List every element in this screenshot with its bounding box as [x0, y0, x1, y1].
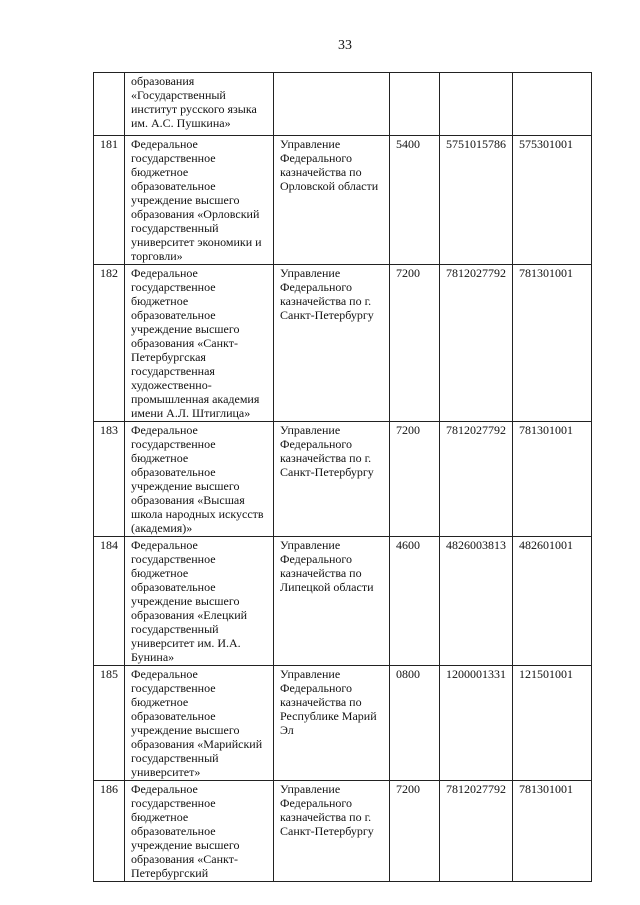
table-row [94, 781, 592, 882]
table-row [94, 73, 592, 136]
inn-cell: 1200001331 [440, 666, 513, 781]
table-row [94, 422, 592, 537]
kpp-cell: 781301001 [513, 265, 592, 422]
organization-name-cell: Федеральное государственное бюджетное образовательное учреждение высшего образования «Марийский государственный университет» [125, 666, 274, 781]
treasury-cell: Управление Федерального казначейства по Орловской области [274, 136, 390, 265]
organizations-table [93, 72, 592, 882]
inn-cell: 4826003813 [440, 537, 513, 666]
code-cell: 4600 [390, 537, 440, 666]
treasury-cell [274, 73, 390, 136]
row-number-cell: 181 [94, 136, 125, 265]
page-number: 33 [338, 38, 352, 53]
kpp-cell: 781301001 [513, 781, 592, 882]
organization-name-cell: образования «Государственный институт русского языка им. А.С. Пушкина» [125, 73, 274, 136]
row-number-cell [94, 73, 125, 136]
kpp-cell: 575301001 [513, 136, 592, 265]
table-row [94, 265, 592, 422]
organization-name-cell: Федеральное государственное бюджетное образовательное учреждение высшего образования «Орловский государственный университет экономики и торговли» [125, 136, 274, 265]
organization-name-cell: Федеральное государственное бюджетное образовательное учреждение высшего образования «Высшая школа народных искусств (академия)» [125, 422, 274, 537]
inn-cell: 7812027792 [440, 781, 513, 882]
treasury-cell: Управление Федерального казначейства по г. Санкт-Петербургу [274, 422, 390, 537]
row-number-cell: 182 [94, 265, 125, 422]
inn-cell: 5751015786 [440, 136, 513, 265]
treasury-cell: Управление Федерального казначейства по г. Санкт-Петербургу [274, 265, 390, 422]
row-number-cell: 183 [94, 422, 125, 537]
row-number-cell: 184 [94, 537, 125, 666]
code-cell: 7200 [390, 422, 440, 537]
treasury-cell: Управление Федерального казначейства по г. Санкт-Петербургу [274, 781, 390, 882]
code-cell [390, 73, 440, 136]
kpp-cell [513, 73, 592, 136]
code-cell: 5400 [390, 136, 440, 265]
table-row [94, 537, 592, 666]
row-number-cell: 185 [94, 666, 125, 781]
kpp-cell: 781301001 [513, 422, 592, 537]
inn-cell [440, 73, 513, 136]
inn-cell: 7812027792 [440, 422, 513, 537]
treasury-cell: Управление Федерального казначейства по Липецкой области [274, 537, 390, 666]
row-number-cell: 186 [94, 781, 125, 882]
organization-name-cell: Федеральное государственное бюджетное образовательное учреждение высшего образования «Санкт-Петербургский [125, 781, 274, 882]
table-row [94, 666, 592, 781]
inn-cell: 7812027792 [440, 265, 513, 422]
table-row [94, 136, 592, 265]
code-cell: 7200 [390, 265, 440, 422]
organization-name-cell: Федеральное государственное бюджетное образовательное учреждение высшего образования «Санкт-Петербургская государственная художественно-промышленная академия имени А.Л. Штиглица» [125, 265, 274, 422]
kpp-cell: 121501001 [513, 666, 592, 781]
kpp-cell: 482601001 [513, 537, 592, 666]
code-cell: 7200 [390, 781, 440, 882]
treasury-cell: Управление Федерального казначейства по Республике Марий Эл [274, 666, 390, 781]
code-cell: 0800 [390, 666, 440, 781]
organization-name-cell: Федеральное государственное бюджетное образовательное учреждение высшего образования «Елецкий государственный университет им. И.А. Бунина» [125, 537, 274, 666]
